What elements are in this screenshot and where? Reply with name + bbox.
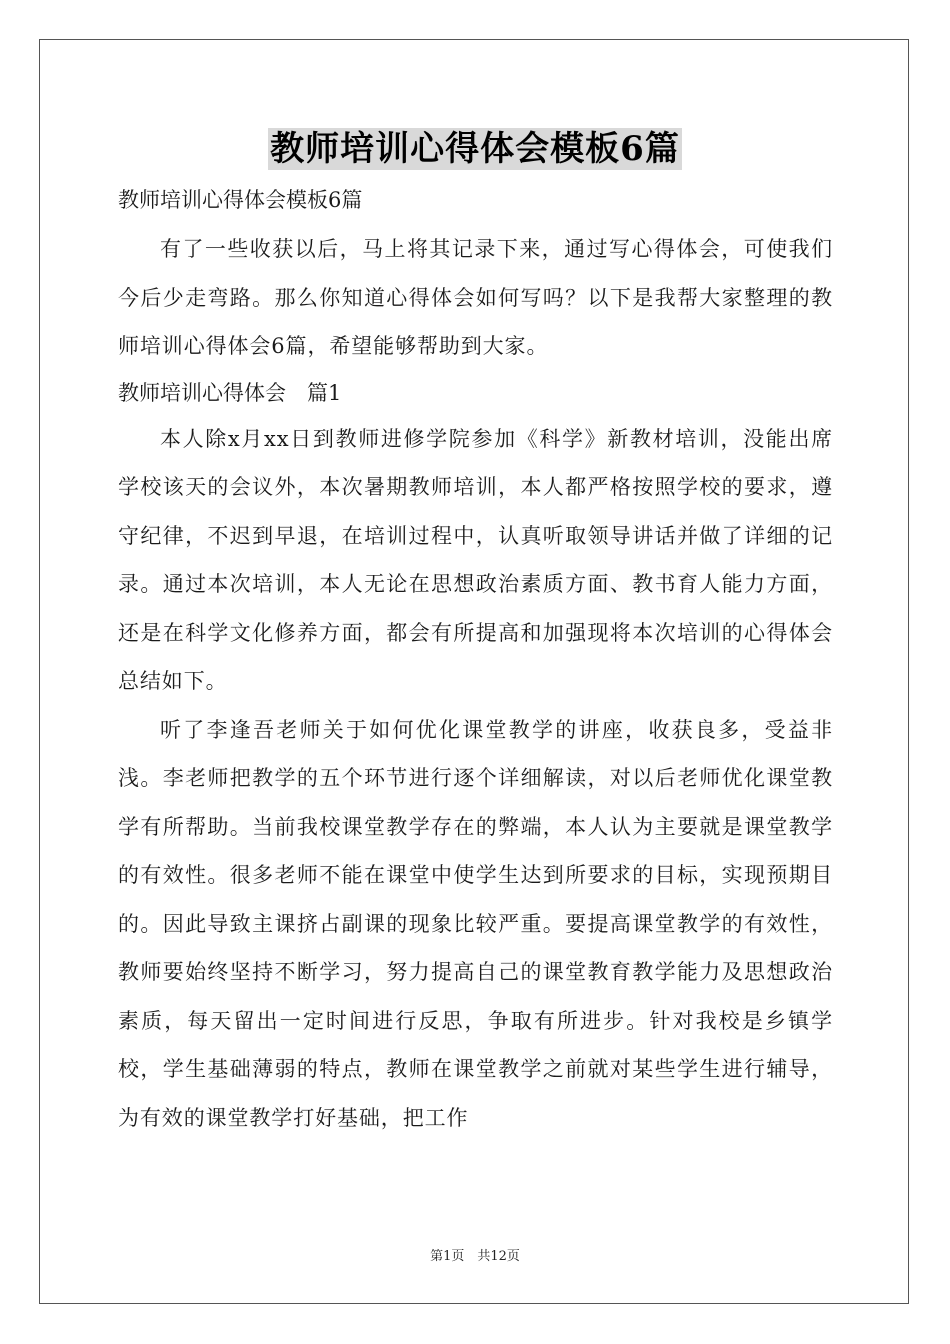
document-title: 教师培训心得体会模板6篇 xyxy=(270,129,680,169)
document-body xyxy=(118,178,833,1142)
body-paragraph-1: 本人除x月xx日到教师进修学院参加《科学》新教材培训，没能出席学校该天的会议外，本次暑期教师培训，本人都严格按照学校的要求，遵守纪律，不迟到早退，在培训过程中，认真听取领导讲话并做了详细的记录。通过本次培训，本人无论在思想政治素质方面、教书育人能力方面，还是在科学文化修养方面，都会有所提高和加强现将本次培训的心得体会总结如下。 xyxy=(118,426,833,693)
page-footer: 第1页 共12页 xyxy=(430,1249,520,1264)
title-container xyxy=(0,128,950,170)
intro-paragraph: 有了一些收获以后，马上将其记录下来，通过写心得体会，可使我们今后少走弯路。那么你知道心得体会如何写吗？以下是我帮大家整理的教师培训心得体会6篇，希望能够帮助到大家。 xyxy=(118,237,833,358)
document-subtitle: 教师培训心得体会模板6篇 xyxy=(118,188,363,212)
section-heading: 教师培训心得体会 篇1 xyxy=(118,380,342,405)
body-paragraph-2: 听了李逢吾老师关于如何优化课堂教学的讲座，收获良多，受益非浅。李老师把教学的五个环节进行逐个详细解读，对以后老师优化课堂教学有所帮助。当前我校课堂教学存在的弊端，本人认为主要就是课堂教学的有效性。很多老师不能在课堂中使学生达到所要求的目标，实现预期目的。因此导致主课挤占副课的现象比较严重。要提高课堂教学的有效性，教师要始终坚持不断学习，努力提高自己的课堂教育教学能力及思想政治素质，每天留出一定时间进行反思，争取有所进步。针对我校是乡镇学校，学生基础薄弱的特点，教师在课堂教学之前就对某些学生进行辅导，为有效的课堂教学打好基础，把工作 xyxy=(118,717,833,1130)
